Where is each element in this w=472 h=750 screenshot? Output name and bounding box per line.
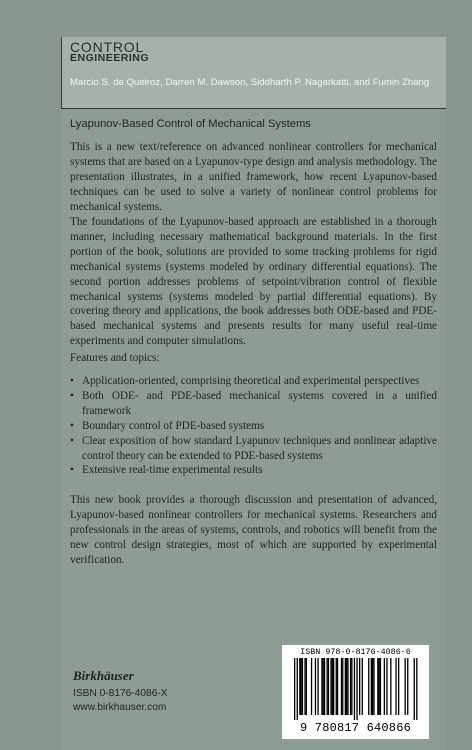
barcode-bar xyxy=(384,658,385,715)
barcode-bar xyxy=(395,658,396,715)
barcode-bar xyxy=(362,658,363,715)
barcode-bar xyxy=(414,658,415,720)
barcode-bar xyxy=(336,658,337,715)
bullet-icon: • xyxy=(70,375,74,387)
publisher-url[interactable]: www.birkhauser.com xyxy=(73,702,167,713)
barcode-box xyxy=(282,645,429,739)
barcode-bar xyxy=(327,658,328,715)
barcode-bar xyxy=(332,658,333,715)
barcode-bar xyxy=(351,658,352,715)
barcode-bar xyxy=(380,658,381,715)
barcode-bar xyxy=(302,658,303,715)
series-band xyxy=(61,37,446,109)
barcode-bar xyxy=(350,658,351,715)
features-heading: Features and topics: xyxy=(70,352,160,364)
barcode-bar xyxy=(371,658,372,715)
barcode-bar xyxy=(323,658,324,715)
barcode-bar xyxy=(294,658,295,720)
barcode-bar xyxy=(297,658,298,720)
barcode-bar xyxy=(342,658,343,715)
series-name-line2: ENGINEERING xyxy=(70,52,150,64)
barcode-icon xyxy=(290,658,421,720)
feature-item xyxy=(70,389,437,419)
features-list xyxy=(70,374,437,478)
bullet-icon: • xyxy=(70,434,74,447)
authors: Marcio S. de Queiroz, Darren M. Dawson, Siddharth P. Nagarkatti, and Fumin Zhang xyxy=(70,77,430,88)
barcode-bar xyxy=(354,658,355,720)
barcode-bar xyxy=(407,658,408,715)
barcode-bar xyxy=(317,658,318,715)
feature-text: Both ODE- and PDE-based mechanical systems covered in a unified framework xyxy=(82,389,437,417)
barcode-bar xyxy=(337,658,338,715)
barcode-bar xyxy=(324,658,325,715)
feature-text: Extensive real-time experimental results xyxy=(82,464,263,477)
bullet-icon: • xyxy=(70,389,74,402)
description-paragraph-2: The foundations of the Lyapunov-based approach are established in a thorough manner, including necessary mathematical background materials. In the first portion of the book, solutions are provided to some tracking problems for rigid mechanical systems (systems modeled by ordinary differential equations). The second portion addresses problems of setpoint/vibration control of flexible mechanical systems (systems modeled by partial differential equations). By covering theory and applications, the book addresses both ODE-based and PDE-based mechanical systems and presents results for many useful real-time experiments and computer simulations. xyxy=(70,216,437,348)
barcode-bar xyxy=(379,658,380,715)
closing-paragraph: This new book provides a thorough discussion and presentation of advanced, Lyapunov-based nonlinear controllers for mechanical systems. Researchers and professionals in the areas of systems, controls, and robotics will benefit from the new control design strategies, most of which are supported by experimental verification. xyxy=(70,494,437,566)
barcode-bar xyxy=(299,658,300,715)
barcode-bar xyxy=(347,658,348,715)
series-name-line1: CONTROL xyxy=(70,39,145,55)
barcode-bar xyxy=(390,658,391,715)
barcode-bar xyxy=(356,658,357,720)
barcode-bar xyxy=(328,658,329,715)
barcode-bar xyxy=(301,658,302,715)
feature-text: Clear exposition of how standard Lyapunov techniques and nonlinear adaptive control theory can be extended to PDE-based systems xyxy=(82,434,437,462)
book-title: Lyapunov-Based Control of Mechanical Systems xyxy=(70,118,311,130)
barcode-bar xyxy=(359,658,360,715)
barcode-bar xyxy=(377,658,378,715)
isbn-text: ISBN 0-8176-4086-X xyxy=(73,688,168,699)
barcode-bar xyxy=(333,658,334,715)
barcode-bar xyxy=(372,658,373,715)
barcode-number: 9 780817 640866 xyxy=(299,721,412,735)
barcode-bar xyxy=(405,658,406,715)
barcode-bar xyxy=(304,658,305,715)
bullet-icon: • xyxy=(70,419,74,432)
barcode-bar xyxy=(346,658,347,715)
barcode-bar xyxy=(315,658,316,715)
cover-left-margin xyxy=(0,37,61,750)
publisher-logo: Birkhäuser xyxy=(73,668,134,683)
barcode-bar xyxy=(311,658,312,715)
barcode-bar xyxy=(398,658,399,715)
barcode-isbn-label: ISBN 978-0-8176-4086-6 xyxy=(300,647,411,657)
feature-item xyxy=(70,463,437,478)
barcode-bar xyxy=(341,658,342,715)
description-paragraph-1: This is a new text/reference on advanced nonlinear controllers for mechanical systems that are based on a Lyapunov-type design and analysis methodology. The presentation illustrates, in a unified framework, how recent Lyapunov-based techniques can be used to solve a variety of nonlinear control problems for mechanical systems. xyxy=(70,141,437,213)
cover-right-margin xyxy=(445,37,472,750)
bullet-icon: • xyxy=(70,464,74,477)
barcode-bar xyxy=(373,658,374,715)
barcode-bar xyxy=(345,658,346,715)
barcode-bar xyxy=(368,658,369,715)
barcode-bar xyxy=(321,658,322,715)
feature-text: Application-oriented, comprising theoretical and experimental perspectives xyxy=(82,375,420,387)
feature-item xyxy=(70,374,437,389)
barcode-bar xyxy=(386,658,387,715)
feature-item xyxy=(70,434,437,464)
barcode-bar xyxy=(330,658,331,715)
feature-text: Boundary control of PDE-based systems xyxy=(82,419,265,432)
barcode-bar xyxy=(416,658,417,720)
barcode-bar xyxy=(306,658,307,715)
cover-top-margin xyxy=(0,0,472,37)
feature-item xyxy=(70,419,437,434)
